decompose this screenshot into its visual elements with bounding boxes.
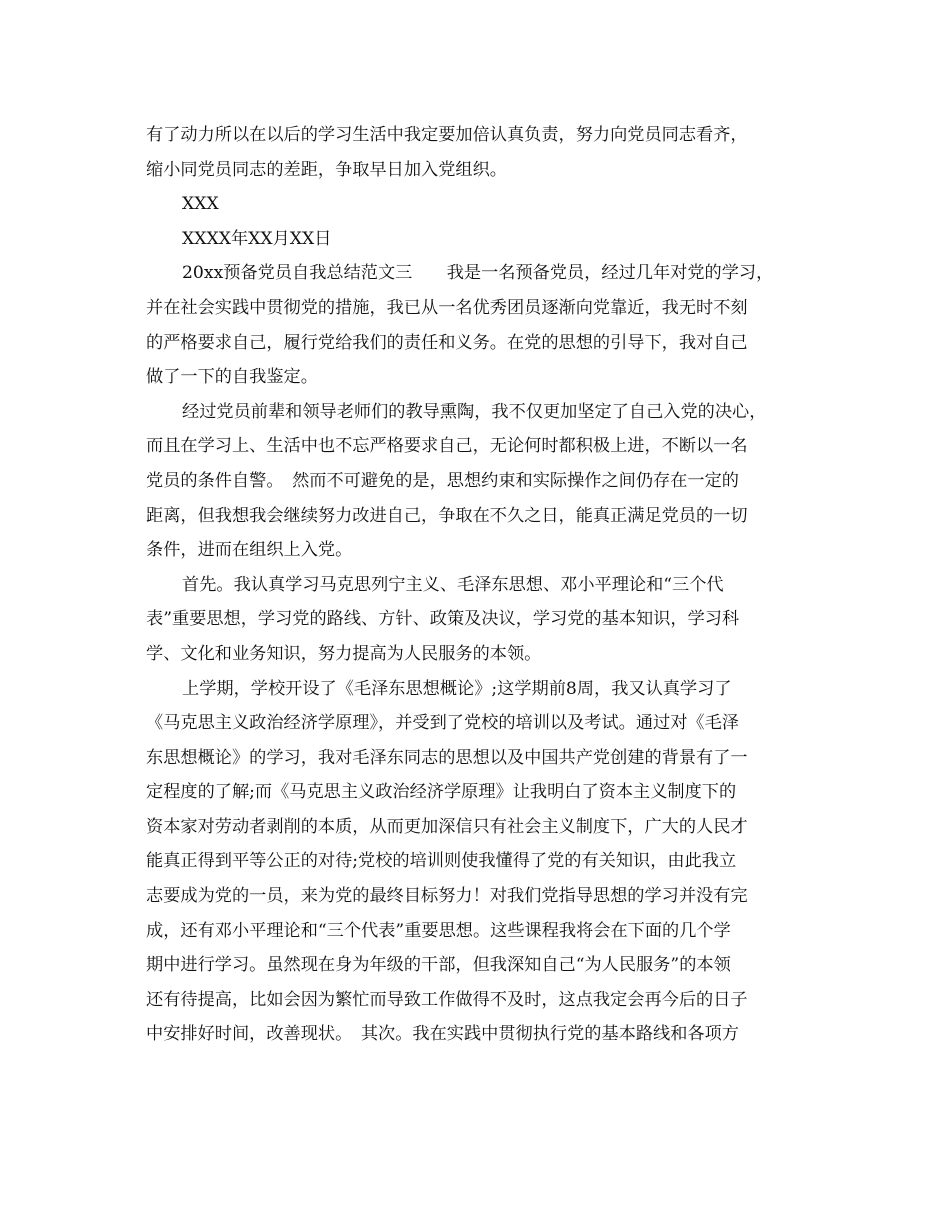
text-line: 还有待提高，比如会因为繁忙而导致工作做得不及时，这点我定会再今后的日子 — [146, 989, 748, 1010]
text-line: 条件，进而在组织上入党。 — [146, 540, 353, 561]
text-line: 缩小同党员同志的差距，争取早日加入党组织。 — [146, 159, 507, 180]
text-line: 上学期，学校开设了《毛泽东思想概论》;这学期前8周，我又认真学习了 — [182, 678, 732, 699]
document-body — [146, 118, 816, 1052]
signature-date: XXXX年XX月XX日 — [182, 228, 332, 249]
text-line: 首先。我认真学习马克思列宁主义、毛泽东思想、邓小平理论和“三个代 — [182, 574, 724, 595]
text-line: 期中进行学习。虽然现在身为年级的干部，但我深知自己“为人民服务”的本领 — [146, 955, 731, 976]
text-line: 有了动力所以在以后的学习生活中我定要加倍认真负责，努力向党员同志看齐， — [146, 125, 748, 145]
text-line: 能真正得到平等公正的对待;党校的培训则使我懂得了党的有关知识，由此我立 — [146, 851, 737, 872]
text-line: 距离，但我想我会继续努力改进自己，争取在不久之日，能真正满足党员的一切 — [146, 505, 748, 526]
text-line: 东思想概论》的学习，我对毛泽东同志的思想以及中国共产党创建的背景有了一 — [146, 747, 748, 768]
text-line: 成，还有邓小平理论和“三个代表”重要思想。这些课程我将会在下面的几个学 — [146, 920, 731, 941]
text-line: 的严格要求自己，履行党给我们的责任和义务。在党的思想的引导下，我对自己 — [146, 332, 748, 353]
text-line: 资本家对劳动者剥削的本质，从而更加深信只有社会主义制度下，广大的人民才 — [146, 816, 748, 837]
text-line: 表”重要思想，学习党的路线、方针、政策及决议，学习党的基本知识，学习科 — [146, 609, 740, 630]
text-line: 经过党员前辈和领导老师们的教导熏陶，我不仅更加坚定了自己入党的决心， — [182, 401, 767, 422]
text-line: 学、文化和业务知识，努力提高为人民服务的本领。 — [146, 643, 542, 664]
text-line: 《马克思主义政治经济学原理》，并受到了党校的培训以及考试。通过对《毛泽 — [146, 713, 739, 734]
text-line: 中安排好时间，改善现状。 其次。我在实践中贯彻执行党的基本路线和各项方 — [146, 1024, 739, 1045]
text-line: 而且在学习上、生活中也不忘严格要求自己，无论何时都积极上进，不断以一名 — [146, 436, 748, 457]
signature-name: XXX — [182, 194, 219, 215]
text-line: 做了一下的自我鉴定。 — [146, 367, 318, 388]
text-line: 定程度的了解;而《马克思主义政治经济学原理》让我明白了资本主义制度下的 — [146, 782, 737, 803]
text-line: 并在社会实践中贯彻党的措施，我已从一名优秀团员逐渐向党靠近，我无时不刻 — [146, 297, 748, 318]
text-line: 20xx预备党员自我总结范文三 我是一名预备党员，经过几年对党的学习， — [182, 263, 774, 284]
text-line: 志要成为党的一员，来为党的最终目标努力！对我们党指导思想的学习并没有完 — [146, 886, 748, 907]
text-line: 党员的条件自警。 然而不可避免的是，思想约束和实际操作之间仍存在一定的 — [146, 470, 739, 491]
